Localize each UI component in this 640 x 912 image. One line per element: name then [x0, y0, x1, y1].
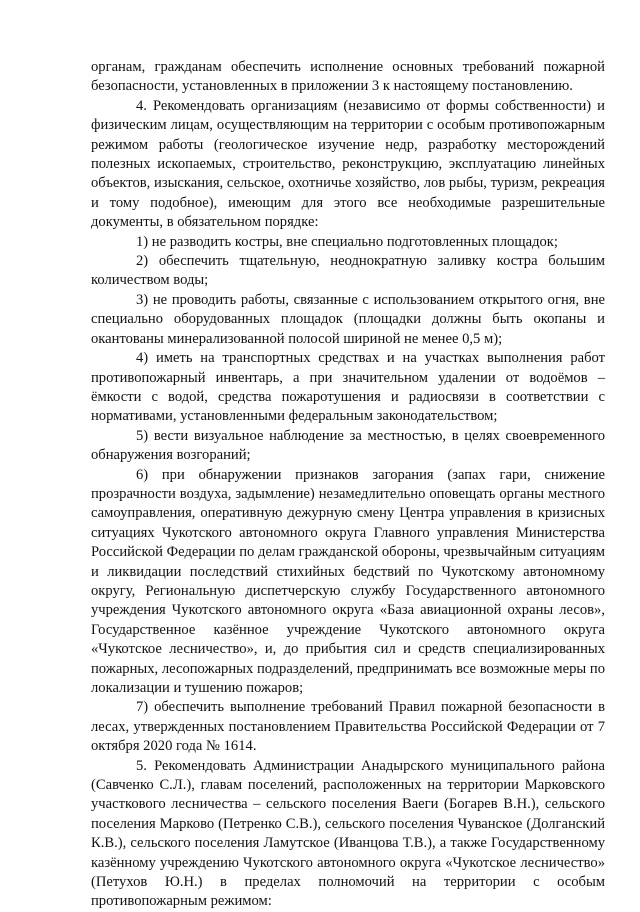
paragraph-item-5: 5. Рекомендовать Администрации Анадырского муниципального района (Савченко С.Л.), главам поселений, расположенных на территории Марковского участкового лесничества – сельского поселения Ваеги (Богарев В.Н.), сельского поселения Марково (Петренко С.В.), сельского поселения Чуванское (Долганский К.В.), сельского поселения Ламутское (Иванцова Т.В.), а также Государственному казённому учреждению Чукотского автономного округа «Чукотское лесничество» (Петухов Ю.Н.) в пределах полномочий на территории с особым противопожарным режимом: — [91, 757, 605, 910]
list-item-1: 1) не разводить костры, вне специально подготовленных площадок; — [136, 233, 558, 250]
list-item-7: 7) обеспечить выполнение требований Правил пожарной безопасности в лесах, утвержденных постановлением Правительства Российской Федерации от 7 октября 2020 года № 1614. — [91, 699, 605, 755]
paragraph-item-4: 4. Рекомендовать организациям (независимо от формы собственности) и физическим лицам, осуществляющим на территории с особым противопожарным режимом работы (геологическое изучение недр, разработку месторождений полезных ископаемых, строительство, реконструкцию, эксплуатацию линейных объектов, изыскания, сельское, охотничье хозяйство, лов рыбы, туризм, рекреация и тому подобное), имеющим для этого все необходимые разрешительные документы, в обязательном порядке: — [91, 97, 605, 231]
list-item-2: 2) обеспечить тщательную, неоднократную заливку костра большим количеством воды; — [91, 253, 605, 289]
list-item-3: 3) не проводить работы, связанные с использованием открытого огня, вне специально оборудованных площадок (площадки должны быть окопаны и окантованы минерализованной полосой шириной не менее 0,5 м); — [91, 291, 605, 347]
document-page — [91, 58, 605, 912]
list-item-5: 5) вести визуальное наблюдение за местностью, в целях своевременного обнаружения возгораний; — [91, 427, 605, 464]
paragraph-continuation: органам, гражданам обеспечить исполнение основных требований пожарной безопасности, установленных в приложении 3 к настоящему постановлению. — [91, 59, 605, 95]
list-item-6: 6) при обнаружении признаков загорания (запах гари, снижение прозрачности воздуха, задымление) незамедлительно оповещать органы местного самоуправления, оперативную дежурную смену Центра управления в кризисных ситуациях Чукотского автономного округа Главного управления Министерства Российской Федерации по делам гражданской обороны, чрезвычайным ситуациям и ликвидации последствий стихийных бедствий по Чукотскому автономному округу, Региональную диспетчерскую службу Государственного автономного учреждения Чукотского автономного округа «База авиационной охраны лесов», Государственное казённое учреждение Чукотского автономного округа «Чукотское лесничество», и, до прибытия сил и средств специализированных пожарных, лесопожарных подразделений, предпринимать все возможные меры по локализации и тушению пожаров; — [91, 466, 605, 696]
list-item-4: 4) иметь на транспортных средствах и на участках выполнения работ противопожарный инвентарь, а при значительном удалении от водоёмов – ёмкости с водой, средства пожаротушения и радиосвязи в соответствии с нормативами, установленными федеральным законодательством; — [91, 350, 605, 425]
